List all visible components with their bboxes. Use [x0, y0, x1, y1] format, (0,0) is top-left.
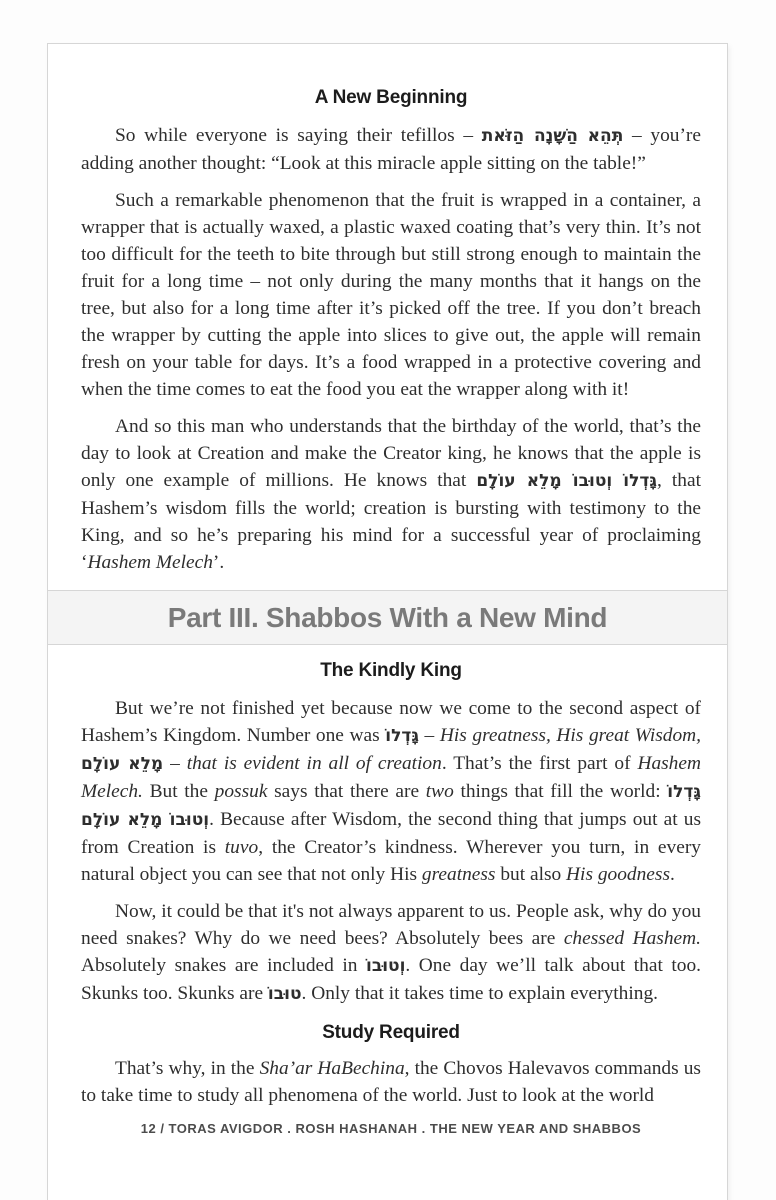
hebrew-phrase: גָּדְלוֹ	[385, 726, 419, 746]
hebrew-phrase: טוּבוֹ	[267, 984, 302, 1004]
hebrew-phrase: וְטוּבוֹ	[365, 956, 406, 976]
hebrew-phrase: גָּדְלוֹ וְטוּבוֹ מָלֵא עוֹלָם	[476, 471, 658, 491]
paragraph: That’s why, in the Sha’ar HaBechina, the Chovos Halevavos commands us to take time to study all phenomena of the world. Just to look at the world	[81, 1058, 701, 1106]
page-footer: 12 / TORAS AVIGDOR . ROSH HASHANAH . THE NEW YEAR AND SHABBOS	[140, 1121, 642, 1136]
section-a-new-beginning	[48, 44, 727, 590]
paragraph: But we’re not finished yet because now we come to the second aspect of Hashem’s Kingdom. Number one was גָּדְלוֹ – His greatness, His great Wisdom, מָלֵא עוֹלָם – that is evident in all of creation. That’s the first part of Hashem Melech. But the possuk says that there are two things that fill the world: גָּדְלוֹ וְטוּבוֹ מָלֵא עוֹלָם. Because after Wisdom, the second thing that jumps out at us from Creation is tuvo, the Creator’s kindness. Wherever you turn, in every natural object you can see that not only His greatness but also His goodness.	[81, 698, 702, 885]
heading-the-kindly-king: The Kindly King	[320, 660, 462, 681]
document-page-card	[47, 43, 728, 1200]
paragraph: Such a remarkable phenomenon that the fruit is wrapped in a container, a wrapper that is actually waxed, a plastic waxed coating that’s very thin. It’s not too difficult for the teeth to bite through but still strong enough to maintain the fruit for a long time – not only during the many months that it hangs on the tree, but also for a long time after it’s picked off the tree. If you don’t breach the wrapper by cutting the apple into slices to give out, the apple will remain fresh on your table for days. It’s a food wrapped in a protective covering and when the time comes to eat the food you eat the wrapper along with it!	[81, 190, 701, 400]
hebrew-phrase: גָּדְלוֹ וְטוּבוֹ מָלֵא עוֹלָם	[81, 782, 701, 830]
part-title: Part III. Shabbos With a New Mind	[167, 601, 608, 633]
heading-a-new-beginning: A New Beginning	[314, 87, 468, 108]
paragraph: So while everyone is saying their tefillos – תְּהֵא הַשָּׁנָה הַזֹּאת – you’re adding another thought: “Look at this miracle apple sitting on the table!”	[81, 125, 701, 174]
heading-study-required: Study Required	[322, 1022, 460, 1043]
part-divider-band	[48, 590, 727, 645]
hebrew-phrase: מָלֵא עוֹלָם	[81, 754, 164, 774]
section-shabbos-with-a-new-mind	[48, 645, 727, 1136]
paragraph: Now, it could be that it's not always apparent to us. People ask, why do you need snakes? Why do we need bees? Absolutely bees are chessed Hashem. Absolutely snakes are included in וְטוּבוֹ. One day we’ll talk about that too. Skunks too. Skunks are טוּבוֹ. Only that it takes time to explain everything.	[81, 901, 701, 1004]
paragraph: And so this man who understands that the birthday of the world, that’s the day to look at Creation and make the Creator king, he knows that the apple is only one example of millions. He knows that גָּדְלוֹ וְטוּבוֹ מָלֵא עוֹלָם, that Hashem’s wisdom fills the world; creation is bursting with testimony to the King, and so he’s preparing his mind for a successful year of proclaiming ‘Hashem Melech’.	[81, 416, 701, 573]
hebrew-phrase: תְּהֵא הַשָּׁנָה הַזֹּאת	[481, 126, 624, 146]
